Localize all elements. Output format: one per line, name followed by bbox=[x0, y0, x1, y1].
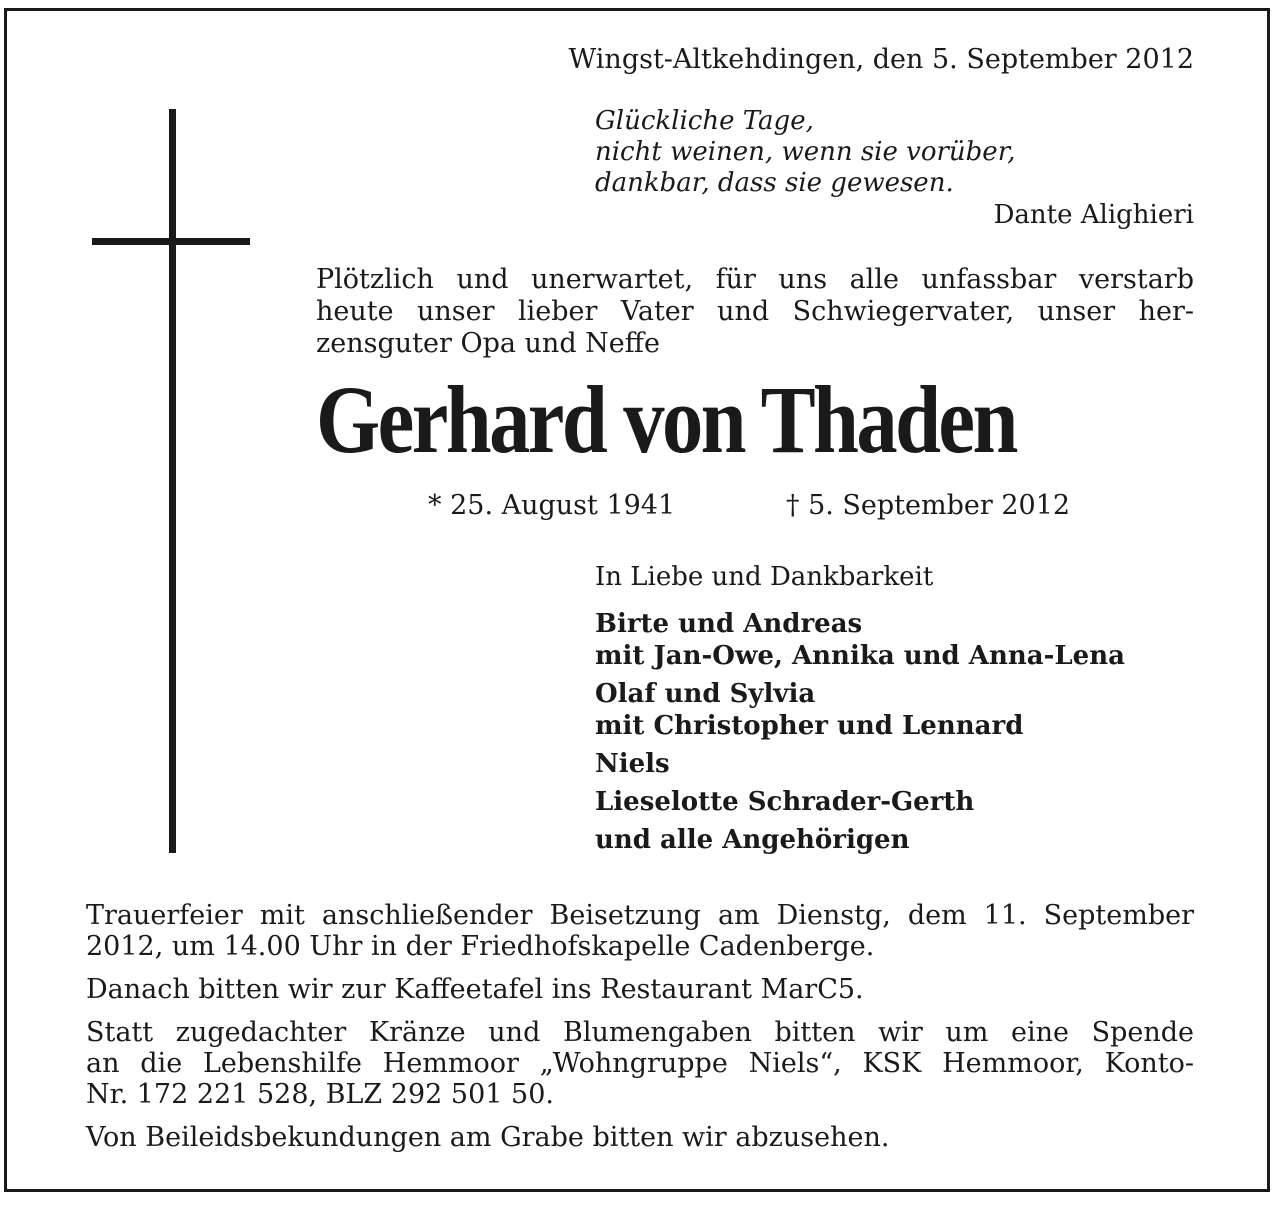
intro-line: Plötzlich und unerwartet, für uns alle unfassbar verstarb bbox=[316, 264, 1194, 295]
condolences-notice bbox=[86, 1122, 1194, 1153]
place-date: Wingst-Altkehdingen, den 5. September 2012 bbox=[568, 44, 1194, 75]
intro-text bbox=[316, 264, 1194, 360]
cross-icon-bar bbox=[92, 238, 250, 245]
family-line: mit Christopher und Lennard bbox=[595, 711, 1024, 741]
family-line: Birte und Andreas bbox=[595, 609, 863, 639]
signoff: In Liebe und Dankbarkeit bbox=[595, 562, 934, 592]
family-line: Olaf und Sylvia bbox=[595, 679, 816, 709]
cross-icon bbox=[169, 109, 176, 853]
donation-line: Nr. 172 221 528, BLZ 292 501 50. bbox=[86, 1079, 554, 1110]
funeral-line: 2012, um 14.00 Uhr in der Friedhofskapelle Cadenberge. bbox=[86, 931, 875, 962]
donation-notice bbox=[86, 1017, 1194, 1110]
quote-line: dankbar, dass sie gewesen. bbox=[595, 168, 954, 198]
death-date: † 5. September 2012 bbox=[786, 490, 1071, 521]
intro-line: heute unser lieber Vater und Schwiegervater, unser her- bbox=[316, 296, 1194, 327]
coffee-notice bbox=[86, 974, 1194, 1005]
family-line: mit Jan-Owe, Annika und Anna-Lena bbox=[595, 641, 1125, 671]
family-line: Niels bbox=[595, 749, 670, 779]
intro-line: zensguter Opa und Neffe bbox=[316, 328, 660, 359]
donation-line: Statt zugedachter Kränze und Blumengaben bitten wir um eine Spende bbox=[86, 1017, 1194, 1048]
quote bbox=[595, 106, 1016, 199]
coffee-line: Danach bitten wir zur Kaffeetafel ins Restaurant MarC5. bbox=[86, 974, 864, 1005]
condolences-line: Von Beileidsbekundungen am Grabe bitten wir abzusehen. bbox=[86, 1122, 890, 1153]
family-line: und alle Angehörigen bbox=[595, 825, 910, 855]
quote-line: Glückliche Tage, bbox=[595, 106, 814, 136]
family-line: Lieselotte Schrader-Gerth bbox=[595, 787, 975, 817]
footer-notes bbox=[86, 900, 1194, 1165]
family-list bbox=[595, 608, 1125, 856]
quote-line: nicht weinen, wenn sie vorüber, bbox=[595, 137, 1016, 167]
birth-date: * 25. August 1941 bbox=[428, 490, 676, 521]
funeral-line: Trauerfeier mit anschließender Beisetzung am Dienstg, dem 11. September bbox=[86, 900, 1194, 931]
funeral-notice bbox=[86, 900, 1194, 962]
donation-line: an die Lebenshilfe Hemmoor „Wohngruppe Niels“, KSK Hemmoor, Konto- bbox=[86, 1048, 1194, 1079]
deceased-name: Gerhard von Thaden bbox=[316, 366, 1016, 473]
quote-author: Dante Alighieri bbox=[993, 200, 1194, 230]
